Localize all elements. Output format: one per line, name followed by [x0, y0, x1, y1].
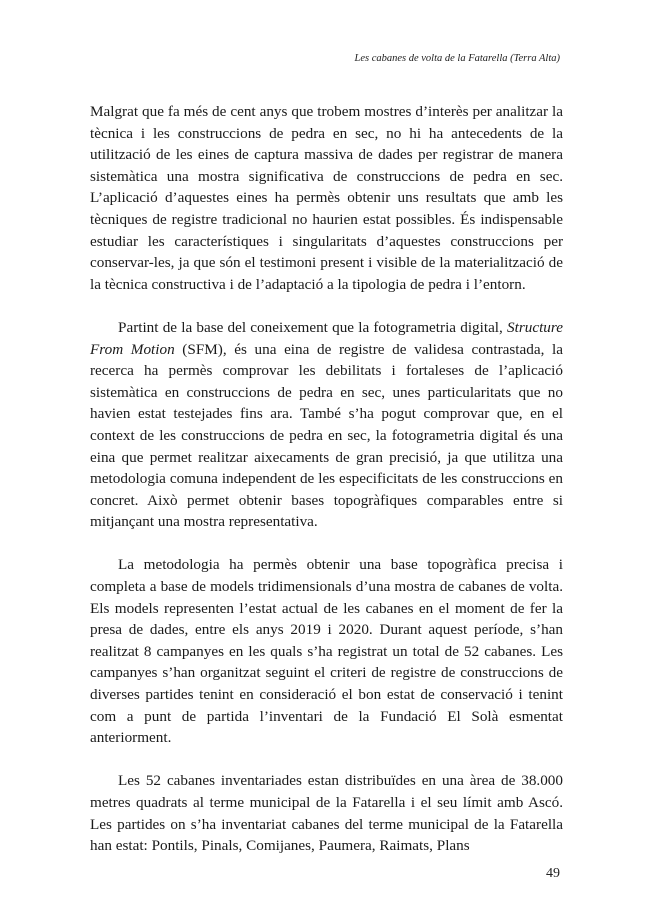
paragraph-2-after: (SFM), és una eina de registre de validesa contrastada, la recerca ha permès comprovar les debilitats i fortaleses de l’aplicació sistemàtica en construccions de pedra en sec, unes particularitats que no havien estat testejades fins ara. També s’ha pogut comprovar que, en el context de les construccions de pedra en sec, la fotogrametria digital és una eina que permet realitzar aixecaments de gran precisió, ja que utilitza una metodologia comuna independent de les especificitats de les construccions en concret. Això permet obtenir bases topogràfiques comparables entre si mitjançant una mostra representativa. [90, 340, 563, 531]
paragraph-1: Malgrat que fa més de cent anys que trobem mostres d’interès per analitzar la tècnica i les construccions de pedra en sec, no hi ha antecedents de la utilització de les eines de captura massiva de dades per registrar de manera sistemàtica una mostra significativa de construccions de pedra en sec. L’aplicació d’aquestes eines ha permès obtenir uns resultats que amb les tècniques de registre tradicional no haurien estat possibles. És indispensable estudiar les característiques i singularitats d’aquestes construccions per conservar-les, ja que són el testimoni present i visible de la materialització de la tècnica constructiva i de l’adaptació a la tipologia de pedra i l’entorn. [90, 103, 563, 293]
paragraph-2-emphasis: Structure From Motion [90, 318, 563, 358]
paragraph-2-before: Partint de la base del coneixement que la fotogrametria digital, [118, 318, 508, 336]
paragraph-3: La metodologia ha permès obtenir una base topogràfica precisa i completa a base de models tridimensionals d’una mostra de cabanes de volta. Els models representen l’estat actual de les cabanes en el moment de fer la presa de dades, entre els anys 2019 i 2020. Durant aquest període, s’han realitzat 8 campanyes en les quals s’ha registrat un total de 52 cabanes. Les campanyes s’han organitzat seguint el criteri de registre de construccions de diverses partides tenint en consideració el bon estat de conservació i tenint com a punt de partida l’inventari de la Fundació El Solà esmentat anteriorment. [90, 556, 563, 747]
page-number: 49 [546, 866, 560, 881]
paragraph-4: Les 52 cabanes inventariades estan distribuïdes en una àrea de 38.000 metres quadrats al terme municipal de la Fatarella i el seu límit amb Ascó. Les partides on s’ha inventariat cabanes del terme municipal de la Fatarella han estat: Pontils, Pinals, Comijanes, Paumera, Raimats, Plans [90, 772, 563, 855]
paragraph-2 [90, 317, 563, 533]
body-text [90, 101, 563, 857]
running-header: Les cabanes de volta de la Fatarella (Terra Alta) [354, 53, 560, 64]
